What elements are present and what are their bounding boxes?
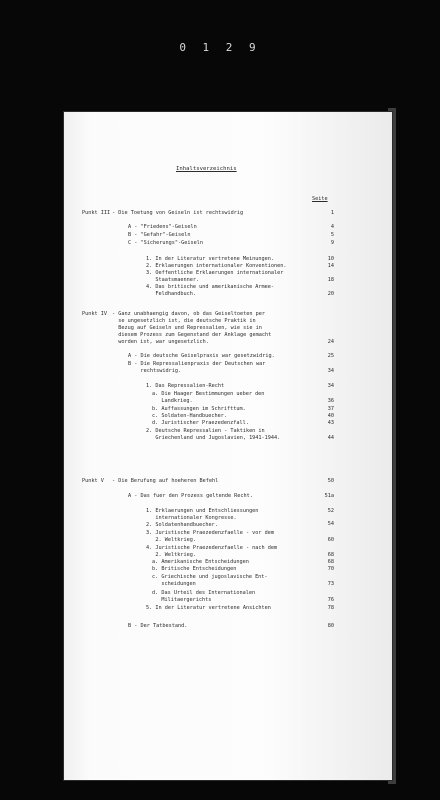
toc-page-number: 78 — [327, 605, 334, 611]
section-page-number: 24 — [327, 339, 334, 345]
section-title-line: Bezug auf Geiseln und Repressalien, wie sie in — [112, 325, 262, 331]
toc-page-number: 73 — [327, 581, 334, 587]
section-label: Punkt IV — [82, 311, 107, 317]
toc-entry: B - Der Tatbestand. — [128, 623, 188, 629]
toc-entry: a. Amerikanische Entscheidungen — [152, 559, 249, 565]
section-title-line: se ungesetzlich ist, die deutsche Praktik in — [112, 318, 256, 324]
toc-page-number: 10 — [327, 256, 334, 262]
toc-entry: c. Soldaten-Handbuecher. — [152, 413, 227, 419]
toc-page-number: 80 — [327, 623, 334, 629]
toc-entry-continuation: rechtswidrig. — [128, 368, 182, 374]
toc-entry: B - Die Repressalienpraxis der Deutschen war — [128, 361, 266, 367]
toc-page-number: 5 — [330, 232, 334, 238]
toc-page-number: 54 — [327, 521, 334, 527]
document-heading: Inhaltsverzeichnis — [176, 166, 237, 172]
toc-entry: A - Die deutsche Geiselpraxis war gesetzwidrig. — [128, 353, 275, 359]
toc-entry-continuation: Staatsmaenner. — [146, 277, 200, 283]
toc-entry-continuation: scheidungen — [152, 581, 196, 587]
toc-page-number: 68 — [327, 552, 334, 558]
toc-page-number: 34 — [327, 368, 334, 374]
section-label: Punkt V — [82, 478, 104, 484]
film-frame-number: 0 1 2 9 — [179, 41, 261, 54]
toc-page-number: 70 — [327, 566, 334, 572]
toc-page-number: 36 — [327, 398, 334, 404]
toc-page-number: 34 — [327, 383, 334, 389]
toc-page-number: 14 — [327, 263, 334, 269]
toc-entry: A - Das fuer den Prozess geltende Recht. — [128, 493, 253, 499]
toc-entry: b. Britische Entscheidungen — [152, 566, 237, 572]
toc-entry: 2. Soldatenhandbuecher. — [146, 522, 218, 528]
toc-entry-continuation: Landkrieg. — [152, 398, 193, 404]
toc-page-number: 60 — [327, 537, 334, 543]
toc-entry-continuation: 2. Weltkrieg. — [146, 537, 196, 543]
toc-page-number: 25 — [327, 353, 334, 359]
toc-entry: b. Auffassungen im Schrifttum. — [152, 406, 246, 412]
toc-page-number: 9 — [330, 240, 334, 246]
toc-page-number: 40 — [327, 413, 334, 419]
toc-page-number: 52 — [327, 508, 334, 514]
toc-page-number: 4 — [330, 224, 334, 230]
section-title-line: diesem Prozess zum Gegenstand der Anklage gemacht — [112, 332, 272, 338]
toc-entry: 4. Das britische und amerikanische Armee- — [146, 284, 275, 290]
toc-entry: 2. Erklaerungen internationaler Konventionen. — [146, 263, 287, 269]
section-page-number: 50 — [327, 478, 334, 484]
section-title-line: - Ganz unabhaengig davon, ob das Geiseltoeten per — [112, 311, 266, 317]
toc-entry: 3. Juristische Praezedenzfaelle - vor dem — [146, 530, 275, 536]
toc-page-number: 76 — [327, 597, 334, 603]
toc-entry-continuation: Griechenland und Jugoslavien, 1941-1944. — [146, 435, 281, 441]
toc-entry: 1. In der Literatur vertretene Meinungen. — [146, 256, 275, 262]
toc-entry: d. Juristischer Praezedenzfall. — [152, 420, 249, 426]
section-title-line: - Die Toetung von Geiseln ist rechtswidrig — [112, 210, 244, 216]
toc-entry: 3. Oeffentliche Erklaerungen internationaler — [146, 270, 284, 276]
toc-entry: 2. Deutsche Repressalien - Taktiken in — [146, 428, 265, 434]
toc-entry: C - "Sicherungs"-Geiseln — [128, 240, 203, 246]
toc-entry: 5. In der Literatur vertretene Ansichten — [146, 605, 271, 611]
toc-entry: 1. Das Repressalien-Recht — [146, 383, 225, 389]
toc-entry: A - "Friedens"-Geiseln — [128, 224, 197, 230]
toc-entry: B - "Gefahr"-Geiseln — [128, 232, 191, 238]
toc-entry: c. Griechische und jugoslavische Ent- — [152, 574, 268, 580]
toc-entry-continuation: internationaler Kongresse. — [146, 515, 237, 521]
toc-entry-continuation: Feldhandbuch. — [146, 291, 196, 297]
toc-page-number: 43 — [327, 420, 334, 426]
section-title-line: - Die Berufung auf hoeheren Befehl — [112, 478, 219, 484]
toc-entry-continuation: 2. Weltkrieg. — [146, 552, 196, 558]
toc-page-number: 18 — [327, 277, 334, 283]
toc-page-number: 20 — [327, 291, 334, 297]
toc-entry: a. Die Haager Bestimmungen ueber den — [152, 391, 265, 397]
toc-entry-continuation: Militaergerichts — [152, 597, 212, 603]
section-page-number: 1 — [330, 210, 334, 216]
section-label: Punkt III — [82, 210, 111, 216]
toc-entry: d. Das Urteil des Internationalen — [152, 590, 256, 596]
toc-page-number: 37 — [327, 406, 334, 412]
section-title-line: worden ist, war ungesetzlich. — [112, 339, 209, 345]
toc-page-number: 51a — [324, 493, 334, 499]
toc-entry: 4. Juristische Praezedenzfaelle - nach dem — [146, 545, 278, 551]
toc-entry: 1. Erklaerungen und Entschliessungen — [146, 508, 259, 514]
toc-page-number: 44 — [327, 435, 334, 441]
toc-page-number: 68 — [327, 559, 334, 565]
page-column-label: Seite — [312, 196, 328, 202]
